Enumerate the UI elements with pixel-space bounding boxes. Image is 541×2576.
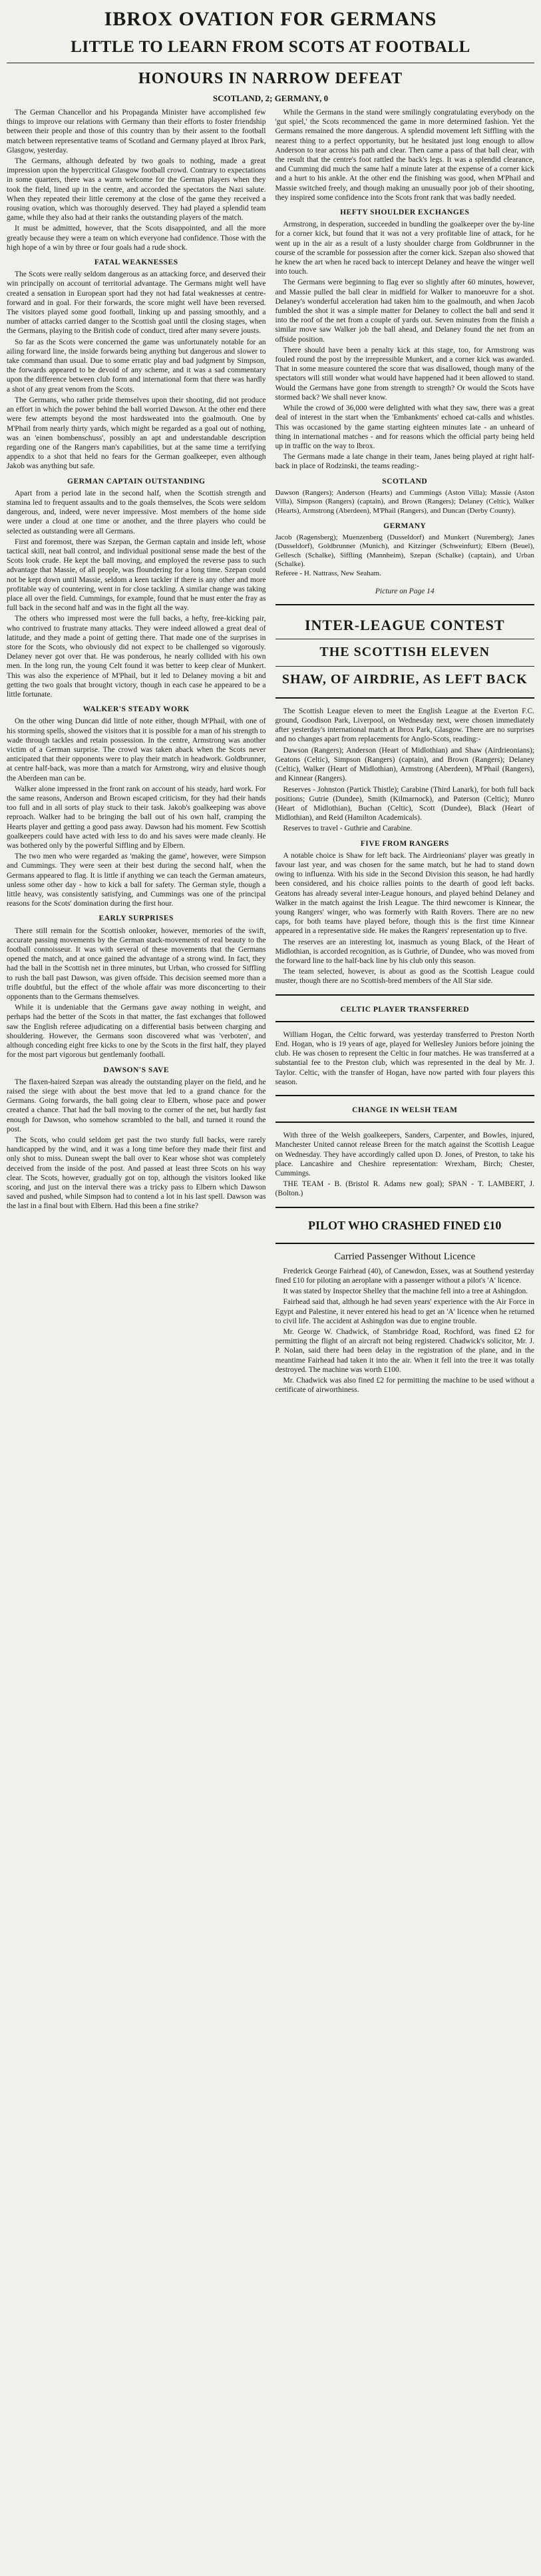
section-heading: WALKER'S STEADY WORK bbox=[83, 705, 190, 714]
paragraph: There still remain for the Scottish onlooker, however, memories of the swift, accurate passing movements by the German stack-movements of real beauty to the football connoisseur. It was with several of these movements that the Germans opened the match, and at once gained the advantage of a strong wind. In fact, they had the ball in the Scottish net in three minutes, but Urban, who crossed for Siffling to rush the ball past Dawson, was given offside. This decision seemed more than a trifle doubtful, but the effect of the whole affair was more disconcerting to their opponents than to the Germans themselves. bbox=[7, 926, 266, 1002]
paragraph: Mr. George W. Chadwick, of Stambridge Road, Rochford, was fined £2 for permitting the flight of an aircraft not being registered. Chadwick's solicitor, Mr. J. P. Nolan, said there had been delay in the registration of the plane, and in the meantime Fairhead had taken it into the air. When it fell into the tree it was totally destroyed. The machine was worth £100. bbox=[275, 1328, 534, 1374]
team-heading: GERMANY bbox=[383, 521, 427, 530]
paragraph: There should have been a penalty kick at this stage, too, for Armstrong was fouled round the post by the irrepressible Munkert, and a corner kick was awarded. That in some measure countered the score that was disallowed, though many of the spectators will still wonder what would have happened had it been allowed to stand. Would the Germans have gone from strength to strength? Or would the Scots have stormed back? We shall never know. bbox=[275, 346, 534, 402]
interleague-heading: INTER-LEAGUE CONTEST bbox=[304, 616, 505, 633]
section-heading: HEFTY SHOULDER EXCHANGES bbox=[340, 208, 470, 217]
paragraph: It was stated by Inspector Shelley that the machine fell into a tree at Ashingdon. bbox=[283, 1287, 528, 1296]
section-heading: FATAL WEAKNESSES bbox=[94, 258, 178, 267]
paragraph: The team selected, however, is about as good as the Scottish League could muster, though there are no Scottish-bred members of the All Star side. bbox=[275, 968, 534, 986]
column-2 bbox=[275, 108, 535, 1396]
paragraph: The flaxen-haired Szepan was already the outstanding player on the field, and he raised the siege with about the best move that led to a grand chance for the Germans. Going forwards, the ball going clear to Elbern, whose pace and power created a chance. That had the ball moving to the corner of the net, but hardly fast enough for Dawson, who somehow scrambled to the ball, and turned it round the post. bbox=[7, 1078, 266, 1133]
paragraph: It must be admitted, however, that the Scots disappointed, and all the more greatly because they were a team on which everyone had confidence. Those with the high hope of a win by three or four goals had a rude shock. bbox=[7, 224, 266, 252]
pilot-subheading: Carried Passenger Without Licence bbox=[334, 1251, 476, 1262]
paragraph: Reserves to travel - Guthrie and Carabine. bbox=[283, 824, 413, 833]
paragraph: The Scottish League eleven to meet the English League at the Everton F.C. ground, Goodison Park, Liverpool, on Wednesday next, were chosen immediately after yesterday's international match at Ibrox Park, Glasgow. There are no surprises and no changes apart from replacements for Anglo-Scots, reading:- bbox=[275, 707, 534, 744]
paragraph: The Scots were really seldom dangerous as an attacking force, and deserved their win principally on account of territorial advantage. The Germans might well have created a sensation in European sport had they not had fatal weaknesses at centre-forward and in goal. For their forwards, the score might well have been reversed. The visitors played some good football, linking up and passing smoothly, and a number of attacks carried danger to the Scottish goal until the closing stages, when the Germans, playing to the British code of conduct, tired after many severe jousts. bbox=[7, 270, 266, 336]
paragraph: Fairhead said that, although he had seven years' experience with the Air Force in Egypt and Palestine, it never entered his head to get an 'A' licence when he returned to civil life. The accident at Ashingdon was due to engine trouble. bbox=[275, 1298, 534, 1325]
welsh-box bbox=[275, 1095, 535, 1123]
section-heading: CELTIC PLAYER TRANSFERRED bbox=[340, 1005, 470, 1014]
picture-note: Picture on Page 14 bbox=[375, 587, 435, 595]
team-heading: SCOTLAND bbox=[382, 477, 428, 485]
paragraph: Apart from a period late in the second half, when the Scottish strength and stamina led to frequent assaults and to the goals themselves, the Scots were seldom dangerous, and, indeed, were never impressive. Most members of the home side were under a cloud at one time or another, and the three players who could be selected as outstanding were all Germans. bbox=[7, 489, 266, 535]
paragraph: Mr. Chadwick was also fined £2 for permitting the machine to be used without a certificate of airworthiness. bbox=[275, 1377, 534, 1395]
paragraph: First and foremost, there was Szepan, the German captain and inside left, whose tactical skill, neat ball control, and individual positional sense made the best of the Scots look crude. He kept the ball moving, and employed the reverse pass to such advantage that Massie, of all people, was floundering for a long time. Szepan could not be kept down until Massie, seldom a keen tackler if there is any other and more profitable way of countering, went in for close tackling. A similar change was taking place all over the field. Cummings, for example, found that he must enter the fray as full back in the second half and was in the fight all the way. bbox=[7, 537, 266, 613]
paragraph: Dawson (Rangers); Anderson (Heart of Midlothian) and Shaw (Airdrieonians); Geatons (Celtic), Simpson (Rangers) (captain), and Brown (Rangers); Delaney (Celtic), Walker (Heart of Midlothian), Armstrong (Aberdeen), M'Phail (Rangers), and Kinnear (Rangers). bbox=[275, 746, 534, 783]
divider bbox=[275, 666, 535, 667]
section-heading: FIVE FROM RANGERS bbox=[360, 839, 449, 848]
interleague-deck: SHAW, OF AIRDRIE, AS LEFT BACK bbox=[281, 671, 528, 687]
paragraph: So far as the Scots were concerned the game was unfortunately notable for an ailing forward line, the inside forwards being anything but dangerous and slower to take command than usual. Due to some erratic play and bad judgment by Simpson, the forwards appeared to be devoid of any scheme, and it was a sad commentary upon the difference between club form and international form that there was hardly a shot of any great venom from the Scots. bbox=[7, 338, 266, 394]
pilot-box bbox=[275, 1207, 535, 1244]
paragraph: THE TEAM - B. (Bristol R. Adams new goal); SPAN - T. LAMBERT, J. (Bolton.) bbox=[275, 1180, 534, 1198]
paragraph: While it is undeniable that the Germans gave away nothing in weight, and perhaps had the better of the Scots in that matter, the fast exchanges that followed saw the English referee adjudicating on a differential basis between charging and shouldering. However, the Germans soon discovered what was 'verboten', and although conceding eight free kicks to one by the Scots in the first half, they played for the most part vigorous but gentlemanly football. bbox=[7, 1004, 266, 1060]
headline: IBROX OVATION FOR GERMANS bbox=[104, 8, 437, 30]
paragraph: The reserves are an interesting lot, inasmuch as young Black, of the Heart of Midlothian, is accorded recognition, as is Guthrie, of Dundee, who was moved from the forward line to the half-back line by his club only this season. bbox=[275, 938, 534, 965]
paragraph: While the crowd of 36,000 were delighted with what they saw, there was a great deal of interest in the start when the 'Embankments' echoed cat-calls and whistles. This was occasioned by the game starting eighteen minutes late - an unheard of thing in international matches - and for reasons which the official party being held up in traffic on the way to Ibrox. bbox=[275, 404, 534, 450]
interleague-box bbox=[275, 604, 535, 699]
scotland-lineup: Dawson (Rangers); Anderson (Hearts) and Cummings (Aston Villa); Massie (Aston Villa), Simpson (Rangers) (captain), and Brown (Rangers); Delaney (Celtic), Walker (Hearts), Armstrong (Aberdeen), M'Phail (Rangers), and Duncan (Derby County). bbox=[275, 488, 534, 515]
paragraph: Armstrong, in desperation, succeeded in bundling the goalkeeper over the by-line for a corner kick, but found that it was not a very profitable line of attack, for he went up in the air as a result of a lusty shoulder charge from Goldbrunner in the course of the scramble for possession after the corner kick. Szepan also showed that he knew the art when he raced back to intercept Delaney and heave the winger well into touch. bbox=[275, 220, 534, 276]
paragraph: With three of the Welsh goalkeepers, Sanders, Carpenter, and Bowles, injured, Manchester United cannot release Breen for the match against the Scottish League on Wednesday. They have accordingly called upon D. Jones, of Preston, to take his place. Lancashire and Cheshire representation: Wrexham, Birch; Chester, Cummings. bbox=[275, 1131, 534, 1177]
paragraph: The German Chancellor and his Propaganda Minister have accomplished few things to improve our relations with Germany than their efforts to foster friendship between their people and those of this country than by their assent to the football match between representative teams of Scotland and Germany played at Ibrox Park, Glasgow, yesterday. bbox=[7, 109, 266, 155]
paragraph: The Scots, who could seldom get past the two sturdy full backs, were rarely handicapped by the wind, and it was a long time before they made their first and only shot to miss. Dunean swept the ball over to Kear whose shot was completely deceived from the inside of the post. And passed at least three Scots on his way clear. The Scots, however, gradually got on top, although the visitors looked like scoring, and just on the interval there was a tricky pass to Elbern which Dawson saved and pushed, while Simpson had to contend a lot in his last spell. Dawson was the last in a final bout with Elbern. Had this been a fine strike? bbox=[7, 1135, 266, 1211]
deck: HONOURS IN NARROW DEFEAT bbox=[138, 70, 403, 87]
paragraph: Frederick George Fairhead (40), of Canewdon, Essex, was at Southend yesterday fined £10 for piloting an aeroplane with a passenger without a pilot's 'A' licence. bbox=[275, 1267, 534, 1285]
paragraph: The Germans were beginning to flag ever so slightly after 60 minutes, however, and Massie pulled the ball clear in midfield for Walker to manoeuvre for a shot. Delaney's wonderful acceleration had taken him to the goalmouth, and when Jacob fumbled the shot it was a simple matter for Delaney to collect the ball and send it into the roof of the net from a couple of yards out. Seven minutes from the finish a similar move saw Walker job the ball ahead, and Delaney found the net from an offside position. bbox=[275, 278, 534, 344]
germany-lineup: Jacob (Ragensberg); Muenzenberg (Dusseldorf) and Munkert (Nuremberg); Janes (Dusseldorf), Goldbrunner (Munich), and Kitzinger (Schweinfurt); Elbern (Beuel), Gellesch (Schalke), Siffling (Mannheim), Szepan (Schalke) (captain), and Urban (Schalke). bbox=[275, 533, 534, 569]
pilot-heading: PILOT WHO CRASHED FINED £10 bbox=[308, 1218, 502, 1232]
paragraph: Walker alone impressed in the front rank on account of his steady, hard work. For the same reasons, Anderson and Brown escaped criticism, for they had their hands too full and in all sorts of play stuck to their task. Jakob's goalkeeping was above reproach. Walker had to be bringing the ball out of his own half, cramping the Hearts player and getting a good pass away. Dawson had his moment. Few Scottish goalkeepers could have acted with less to do and his saves were made cleanly. He was bothered only by the powerful Siffling and by Elbern. bbox=[7, 785, 266, 850]
paragraph: The two men who were regarded as 'making the game', however, were Simpson and Cummings. They were seen at their best during the second half, when the Germans appeared to flag. It is little if anything we can teach the German amateurs, unless some other day - how to kick a ball for safety. The German style, though a little heavy, was consistently satisfying, and Cummings was one of the principal reasons for the Scots' domination during the first hour. bbox=[7, 852, 266, 908]
paragraph: The Germans, who rather pride themselves upon their shooting, did not produce an effort in which the power behind the ball worried Dawson. At the other end there were few attempts beyond the most hardsweated into the goalmouth. One by M'Phail from nearly thirty yards, which might be regarded as a goal out of nothing, was an 'einen bombenschuss', possibly an apt and understandable description regarding one of the Rangers man's capabilities, but at the same time a terrifying appendix to a shot that held no fears for the German goalkeeper, even although Jakob was anything but safe. bbox=[7, 396, 266, 471]
subheadline: LITTLE TO LEARN FROM SCOTS AT FOOTBALL bbox=[71, 38, 470, 56]
paragraph: The others who impressed most were the full backs, a hefty, free-kicking pair, who contrived to frustrate many attacks. They were indeed allowed a great deal of latitude, and they made a point of getting there. That made one of the surprises in store for the Scots, who obviously did not expect to be challenged so vigorously. Delaney never got over that. He was ponderous, he nearly collided with his own men. In the long run, the young Celt found it was better to keep clear of Munkert. This was also the experience of M'Phail, but it led to Delaney moving a bit and getting the two goals that brought victory, though in each case he appeared to be a little fortunate. bbox=[7, 615, 266, 699]
paragraph: William Hogan, the Celtic forward, was yesterday transferred to Preston North End. Hogan, who is 19 years of age, played for Wellesley Juniors before joining the club. He was chosen to represent the Celtic in four matches. He was transferred at a substantial fee to the Preston club, which was represented in the deal by Mr. J. Taylor. Celtic, with the transfer of Hogan, have now parted with four players this season. bbox=[275, 1030, 534, 1086]
celtic-box bbox=[275, 994, 535, 1022]
paragraph: On the other wing Duncan did little of note either, though M'Phail, with one of his storming spells, showed the visitors that it is possible for a man of his strength to wade through tackles and retain possession. In the centre, Armstrong was another victim of a German surprise. The crowd was taken aback when the Scots never anticipated that their opponents were to play their match in headwork. Goldbrunner, at centre half-back, was more than a match for Armstrong, wiry and elusive though the Aberdeen man can be. bbox=[7, 717, 266, 783]
column-1 bbox=[7, 108, 266, 1396]
paragraph: The Germans made a late change in their team, Janes being played at right half-back in place of Rodzinski, the teams reading:- bbox=[275, 453, 534, 471]
interleague-subheading: THE SCOTTISH ELEVEN bbox=[319, 644, 490, 659]
article-columns bbox=[7, 108, 534, 1396]
paragraph: Reserves - Johnston (Partick Thistle); Carabine (Third Lanark), for both full back positions; Gutrie (Dundee), Smith (Kilmarnock), and Paterson (Celtic); Munro (Heart of Midlothian), Buchan (Celtic), Scott (Dundee), Black (Heart of Midlothian), and Reid (Hamilton Academicals). bbox=[275, 785, 534, 822]
section-heading: CHANGE IN WELSH TEAM bbox=[352, 1106, 458, 1114]
referee-line: Referee - H. Nattrass, New Seaham. bbox=[275, 569, 381, 578]
section-heading: DAWSON'S SAVE bbox=[103, 1066, 170, 1074]
paragraph: The Germans, although defeated by two goals to nothing, made a great impression upon the hypercritical Glasgow football crowd. Contrary to expectations in some quarters, there was a warm welcome for the German players when they took the field, lined up in the centre, and accorded the spectators the Nazi salute. When they repeated their little ceremony at the close of the game they received a rousing ovation, which was thoroughly deserved. They had played a splendid team game, while they also had at their ranks the outstanding players of the match. bbox=[7, 157, 266, 222]
section-heading: EARLY SURPRISES bbox=[98, 914, 174, 923]
paragraph: While the Germans in the stand were smilingly congratulating everybody on the 'gut spiel,' the Scots recommenced the game in more determined fashion. Yet the Germans remained the more dangerous. A splendid movement left Siffling with the nearest thing to a perfect opportunity, but he hesitated just long enough to allow Anderson to tear across his path and clear. Then came a pass of that ball clear, with the result that the centre's foot rattled the back's legs. It was a splendid clearance, and Cumming did much the same half a minute later at the expense of a corner kick and a hurt to his ankle. At the other end the finishing was good, when M'Phail and Massie switched freely, and though making an unusually poor job of their shooting, they inspired some confidence into the Scots front rank that was badly needed. bbox=[275, 109, 534, 202]
score-line: SCOTLAND, 2; GERMANY, 0 bbox=[212, 93, 329, 103]
paragraph: A notable choice is Shaw for left back. The Airdrieonians' player was greatly in favour last year, and was chosen for the same match, but he had to stand down owing to influenza. With his side in the Second Division this season, he had hardly been considered, and his choice rallies points to the dearth of good left backs. Geatons has already several inter-League honours, and played behind Delaney and Walker in the match against the Irish League. The third newcomer is Kinnear, the young Rangers' winger, who was formerly with Raith Rovers. There are no new caps, for both teams have played before, though this is the first time Kinnear appeared in a representative side. He makes the Rangers' representation up to five. bbox=[275, 851, 534, 936]
section-heading: GERMAN CAPTAIN OUTSTANDING bbox=[67, 477, 206, 485]
